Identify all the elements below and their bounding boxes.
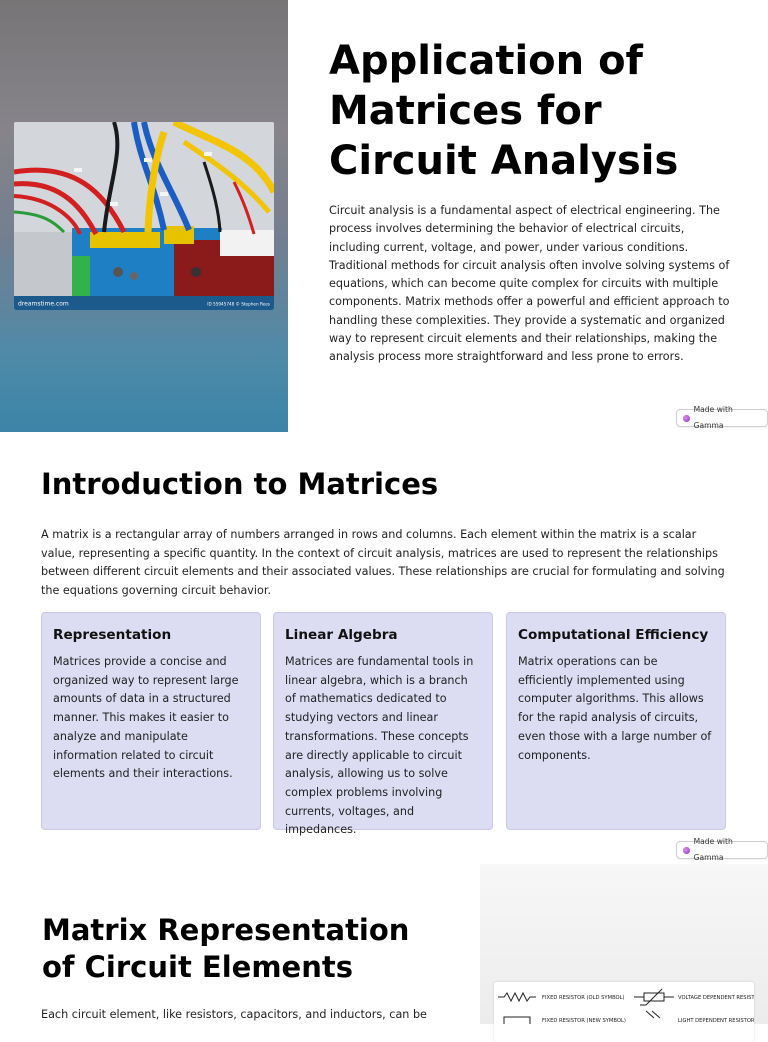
card-computational-efficiency (506, 612, 726, 830)
slide2-paragraph: A matrix is a rectangular array of numbers arranged in rows and columns. Each element within the matrix is a scalar value, representing a specific quantity. In the context of circuit analysis, matrices are used to represent the relationships between different circuit elements and their associated values. These relationships are crucial for formulating and solving the equations governing circuit behavior. (41, 528, 725, 597)
slide-matrix-representation (0, 864, 768, 1024)
symbol-label: FIXED RESISTOR (NEW SYMBOL) (542, 1018, 626, 1024)
symbol-label: VOLTAGE DEPENDENT RESISTOR (678, 995, 754, 1001)
made-with-gamma-badge[interactable] (676, 837, 768, 862)
slide1-title: Application of Matrices for Circuit Analysis (329, 38, 679, 184)
made-with-gamma-badge[interactable] (676, 405, 768, 430)
photo-watermark-left: dreamstime.com (18, 300, 69, 308)
symbol-label: FIXED RESISTOR (OLD SYMBOL) (542, 995, 625, 1001)
card-title: Representation (53, 627, 172, 643)
card-title: Computational Efficiency (518, 627, 709, 643)
slide2-title: Introduction to Matrices (41, 467, 439, 501)
resistor-symbols-image (494, 982, 754, 1042)
fixed-resistor-new-icon (504, 1017, 530, 1024)
slide-introduction (0, 432, 768, 864)
photo-watermark-right: ID 55945748 © Stephen Rees (207, 301, 270, 307)
gamma-logo-icon (683, 415, 690, 422)
card-body: Matrix operations can be efficiently implemented using computer algorithms. This allows for the rapid analysis of circuits, even those with a large number of components. (518, 655, 712, 762)
symbol-label: LIGHT DEPENDENT RESISTOR (678, 1018, 754, 1024)
slide3-paragraph: Each circuit element, like resistors, capacitors, and inductors, can be (41, 1008, 427, 1021)
slide3-title: Matrix Representation of Circuit Elements (42, 913, 410, 984)
circuit-board-photo (14, 122, 274, 310)
card-linear-algebra (273, 612, 493, 837)
gamma-logo-icon (683, 847, 690, 854)
card-body: Matrices provide a concise and organized way to represent large amounts of data in a structured manner. This makes it easier to analyze and manipulate information related to circuit elements and their interactions. (53, 655, 239, 781)
resistor-symbols-panel (480, 864, 768, 1024)
slide1-paragraph: Circuit analysis is a fundamental aspect of electrical engineering. The process involves determining the behavior of electrical circuits, including current, voltage, and power, under various conditions. Traditional methods for circuit analysis often involve solving systems of equations, which can become quite complex for circuits with multiple components. Matrix methods offer a powerful and efficient approach to handling these complexities. They provide a systematic and organized way to represent circuit elements and their relationships, making the analysis process more straightforward and less prone to errors. (329, 204, 730, 364)
badge-label: Made with Gamma (693, 405, 733, 430)
fixed-resistor-old-icon (498, 993, 536, 1001)
badge-label: Made with Gamma (693, 837, 733, 862)
slide-title (0, 0, 768, 432)
card-body: Matrices are fundamental tools in linear algebra, which is a branch of mathematics dedicated to studying vectors and linear transformations. These concepts are directly applicable to circuit analysis, allowing us to solve complex problems involving currents, voltages, and impedances. (285, 655, 474, 837)
hero-image-panel (0, 0, 288, 432)
card-title: Linear Algebra (285, 627, 398, 643)
card-representation (41, 612, 261, 830)
